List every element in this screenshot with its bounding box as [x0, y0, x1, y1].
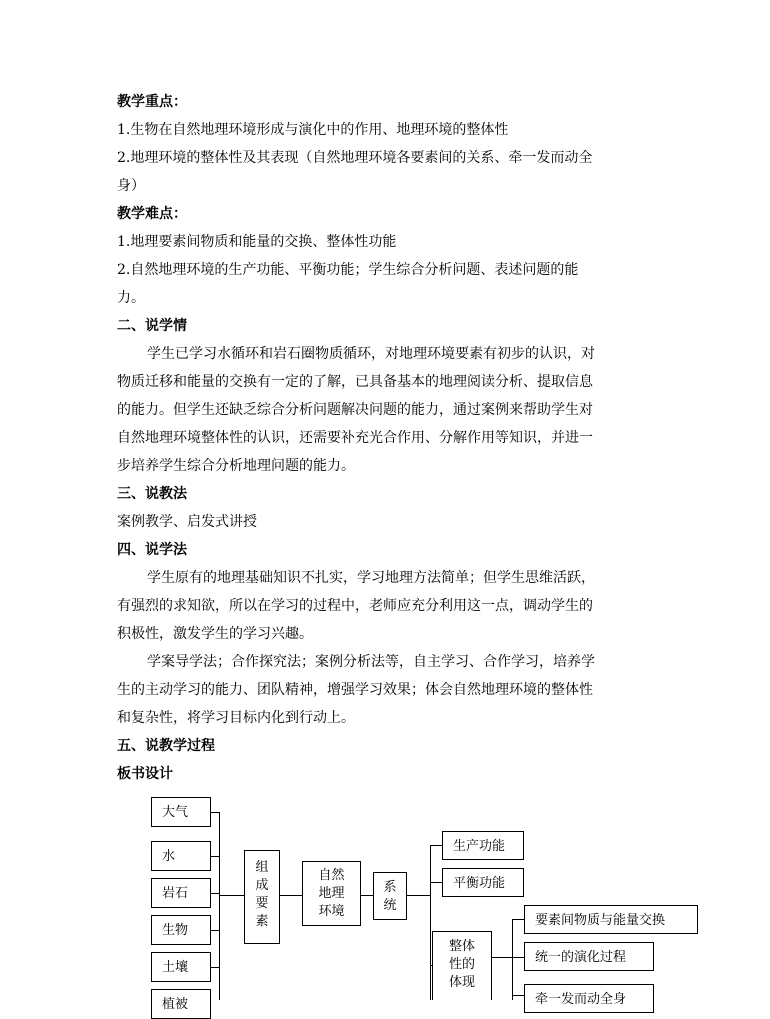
holistic-manifestation-box: 整体 性的 体现 — [432, 931, 492, 1000]
composition-elements-box: 组 成 要 素 — [244, 850, 280, 944]
manifestation-box-evolution: 统一的演化过程 — [524, 942, 654, 971]
element-box-atmosphere: 大气 — [151, 797, 211, 827]
section-heading: 教学重点： — [117, 94, 187, 110]
section-heading: 三、说教法 — [117, 486, 187, 502]
function-box-production: 生产功能 — [442, 831, 524, 860]
element-box-biology: 生物 — [151, 915, 211, 945]
natural-environment-box: 自然 地理 环境 — [302, 861, 361, 926]
paragraph-line: 学生已学习水循环和岩石圈物质循环，对地理环境要素有初步的认识，对 — [147, 346, 595, 362]
paragraph-line: 2.自然地理环境的生产功能、平衡功能；学生综合分析问题、表述问题的能 — [117, 262, 579, 278]
paragraph-line: 物质迁移和能量的交换有一定的了解，已具备基本的地理阅读分析、提取信息 — [117, 374, 593, 390]
paragraph-line: 学案导学法；合作探究法；案例分析法等，自主学习、合作学习，培养学 — [147, 654, 595, 670]
paragraph-line: 步培养学生综合分析地理问题的能力。 — [117, 458, 355, 474]
paragraph-line: 身） — [117, 178, 145, 194]
paragraph-line: 1.地理要素间物质和能量的交换、整体性功能 — [117, 234, 397, 250]
system-box: 系 统 — [373, 872, 407, 920]
element-box-vegetation: 植被 — [151, 989, 211, 1019]
section-heading: 四、说学法 — [117, 542, 187, 558]
section-heading: 二、说学情 — [117, 318, 187, 334]
paragraph-line: 和复杂性，将学习目标内化到行动上。 — [117, 710, 355, 726]
paragraph-line: 学生原有的地理基础知识不扎实，学习地理方法简单；但学生思维活跃， — [147, 570, 595, 586]
paragraph-line: 自然地理环境整体性的认识，还需要补充光合作用、分解作用等知识，并进一 — [117, 430, 593, 446]
manifestation-box-exchange: 要素间物质与能量交换 — [524, 905, 698, 934]
function-box-balance: 平衡功能 — [442, 868, 524, 897]
element-box-rock: 岩石 — [151, 878, 211, 908]
document-body — [117, 88, 647, 788]
element-box-water: 水 — [151, 841, 211, 871]
paragraph-line: 2.地理环境的整体性及其表现（自然地理环境各要素间的关系、牵一发而动全 — [117, 150, 593, 166]
paragraph-line: 案例教学、启发式讲授 — [117, 514, 257, 530]
section-heading: 板书设计 — [117, 766, 173, 782]
paragraph-line: 有强烈的求知欲，所以在学习的过程中，老师应充分利用这一点，调动学生的 — [117, 598, 593, 614]
section-heading: 教学难点： — [117, 206, 187, 222]
element-box-soil: 土壤 — [151, 952, 211, 982]
manifestation-box-chain-reaction: 牵一发而动全身 — [524, 984, 654, 1013]
paragraph-line: 生的主动学习的能力、团队精神，增强学习效果；体会自然地理环境的整体性 — [117, 682, 593, 698]
paragraph-line: 积极性，激发学生的学习兴趣。 — [117, 626, 313, 642]
section-heading: 五、说教学过程 — [117, 738, 215, 754]
paragraph-line: 的能力。但学生还缺乏综合分析问题解决问题的能力，通过案例来帮助学生对 — [117, 402, 593, 418]
paragraph-line: 1.生物在自然地理环境形成与演化中的作用、地理环境的整体性 — [117, 122, 509, 138]
paragraph-line: 力。 — [117, 290, 145, 306]
